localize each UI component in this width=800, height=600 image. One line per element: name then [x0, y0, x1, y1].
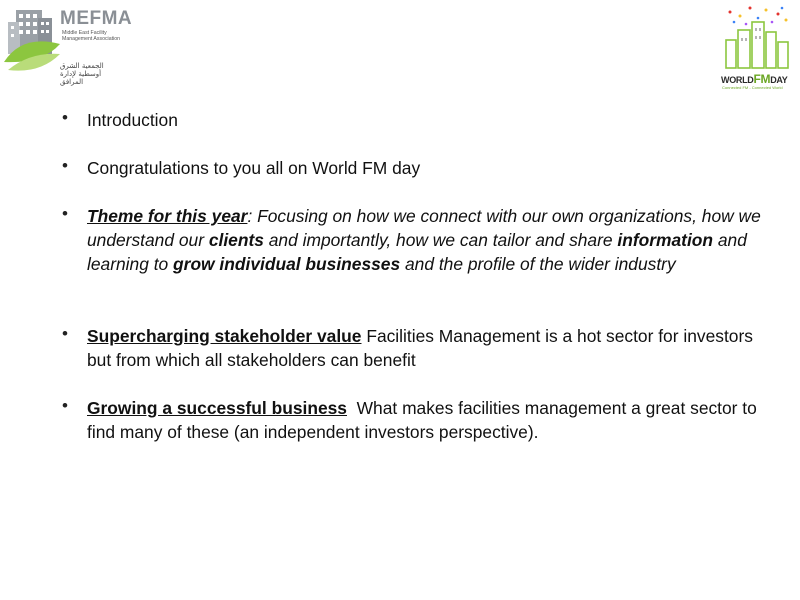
city-skyline-icon — [720, 4, 796, 72]
world-fm-day-wordmark — [721, 72, 788, 86]
theme-text-2: and importantly, how we can tailor and share — [263, 230, 618, 250]
bullet-item-introduction: Introduction — [87, 110, 178, 130]
bullet-marker: • — [62, 108, 68, 127]
supercharging-title: Supercharging stakeholder value — [87, 326, 362, 346]
bullet-marker: • — [62, 156, 68, 175]
theme-text-1: : Focusing on how we connect with our own organizations, how we understand our — [87, 206, 761, 250]
bullet-item-congratulations: Congratulations to you all on World FM day — [87, 158, 421, 178]
world-fm-day-logo — [720, 4, 796, 90]
world-fm-day-tagline: Connected FM - Connected World — [722, 85, 783, 90]
theme-text-3: and learning to — [87, 230, 747, 274]
mefma-brand: MEFMA — [60, 8, 133, 29]
bullet-item-theme — [87, 204, 777, 276]
theme-bold-information: information — [617, 230, 714, 250]
theme-bold-clients: clients — [208, 230, 264, 250]
wordmark-fm: FM — [753, 72, 771, 86]
wordmark-world: WORLD — [721, 75, 754, 85]
bullet-marker: • — [62, 204, 68, 223]
growing-title: Growing a successful business — [87, 398, 347, 418]
theme-text-4: and the profile of the wider industry — [400, 254, 676, 274]
growing-text: What makes facilities management a great sector to find many of these (an independent investors perspective). — [87, 398, 762, 442]
supercharging-text: Facilities Management is a hot sector for investors but from which all stakeholders can benefit — [87, 326, 753, 370]
mefma-logo — [2, 4, 133, 86]
mefma-building-icon — [2, 4, 62, 74]
theme-title: Theme for this year — [87, 206, 248, 226]
theme-bold-grow: grow individual businesses — [173, 254, 401, 274]
bullet-item-growing — [87, 396, 777, 444]
mefma-subtitle: Middle East Facility Management Association — [62, 30, 120, 42]
bullet-item-supercharging — [87, 324, 777, 372]
mefma-arabic-name: الجمعية الشرق أوسطية لإدارة المرافق — [60, 62, 104, 86]
bullet-marker: • — [62, 324, 68, 343]
wordmark-day: DAY — [770, 75, 788, 85]
bullet-marker: • — [62, 396, 68, 415]
